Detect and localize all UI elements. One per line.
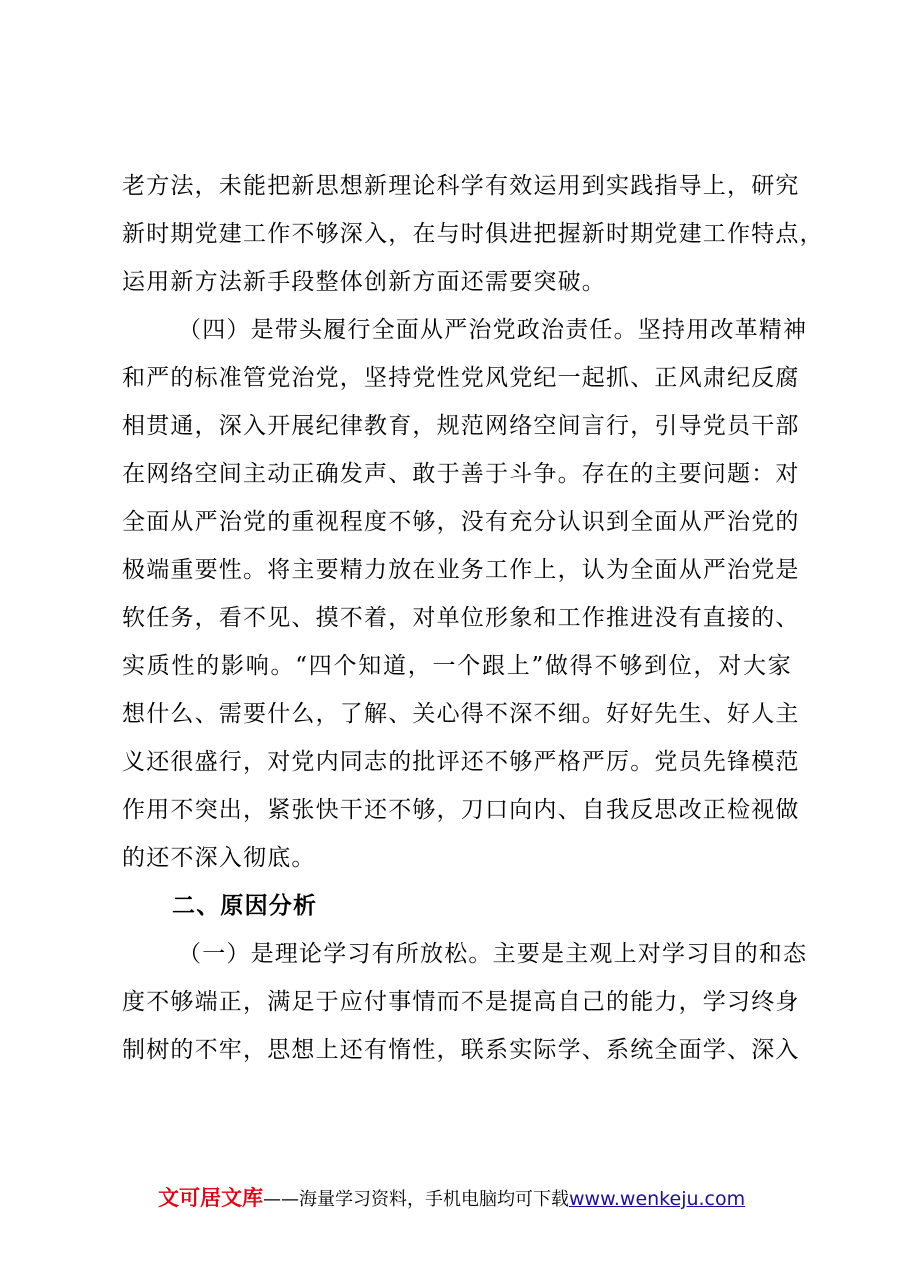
section-4-first-line: （四）是带头履行全面从严治党政治责任。坚持用改革精神 — [178, 317, 808, 343]
section-1-first-line: （一）是理论学习有所放松。主要是主观上对学习目的和态 — [178, 941, 808, 967]
footer-site-link[interactable]: www.wenkeju.com — [569, 1188, 746, 1210]
footer-tagline: ——海量学习资料，手机电脑均可下载 — [263, 1189, 569, 1210]
paragraph-line: 度不够端正，满足于应付事情而不是提高自己的能力，学习终身 — [122, 989, 800, 1015]
paragraph-line: 的还不深入彻底。 — [122, 845, 316, 871]
document-body — [122, 162, 824, 1074]
paragraph-line: 实质性的影响。“四个知道，一个跟上”做得不够到位，对大家 — [122, 653, 792, 679]
paragraph-line: 作用不突出，紧张快干还不够，刀口向内、自我反思改正检视做 — [122, 797, 800, 823]
paragraph-line: 软任务，看不见、摸不着，对单位形象和工作推进没有直接的、 — [122, 605, 800, 631]
section-heading: 二、原因分析 — [172, 893, 318, 919]
paragraph-line: 想什么、需要什么，了解、关心得不深不细。好好先生、好人主 — [122, 701, 800, 727]
footer-brand: 文可居文库 — [158, 1186, 263, 1210]
paragraph-line: 极端重要性。将主要精力放在业务工作上，认为全面从严治党是 — [122, 557, 800, 583]
paragraph-line: 运用新方法新手段整体创新方面还需要突破。 — [122, 269, 606, 295]
paragraph-line: 新时期党建工作不够深入，在与时俱进把握新时期党建工作特点， — [122, 221, 824, 247]
paragraph-line: 和严的标准管党治党，坚持党性党风党纪一起抓、正风肃纪反腐 — [122, 365, 800, 391]
paragraph-line: 老方法，未能把新思想新理论科学有效运用到实践指导上，研究 — [122, 173, 800, 199]
paragraph-line: 在网络空间主动正确发声、敢于善于斗争。存在的主要问题：对 — [122, 461, 800, 487]
paragraph-line: 制树的不牢，思想上还有惰性，联系实际学、系统全面学、深入 — [122, 1037, 800, 1063]
paragraph-line: 相贯通，深入开展纪律教育，规范网络空间言行，引导党员干部 — [122, 413, 800, 439]
paragraph-line: 义还很盛行，对党内同志的批评还不够严格严厉。党员先锋模范 — [122, 749, 800, 775]
paragraph-line: 全面从严治党的重视程度不够，没有充分认识到全面从严治党的 — [122, 509, 800, 535]
footer-watermark — [158, 1183, 745, 1213]
